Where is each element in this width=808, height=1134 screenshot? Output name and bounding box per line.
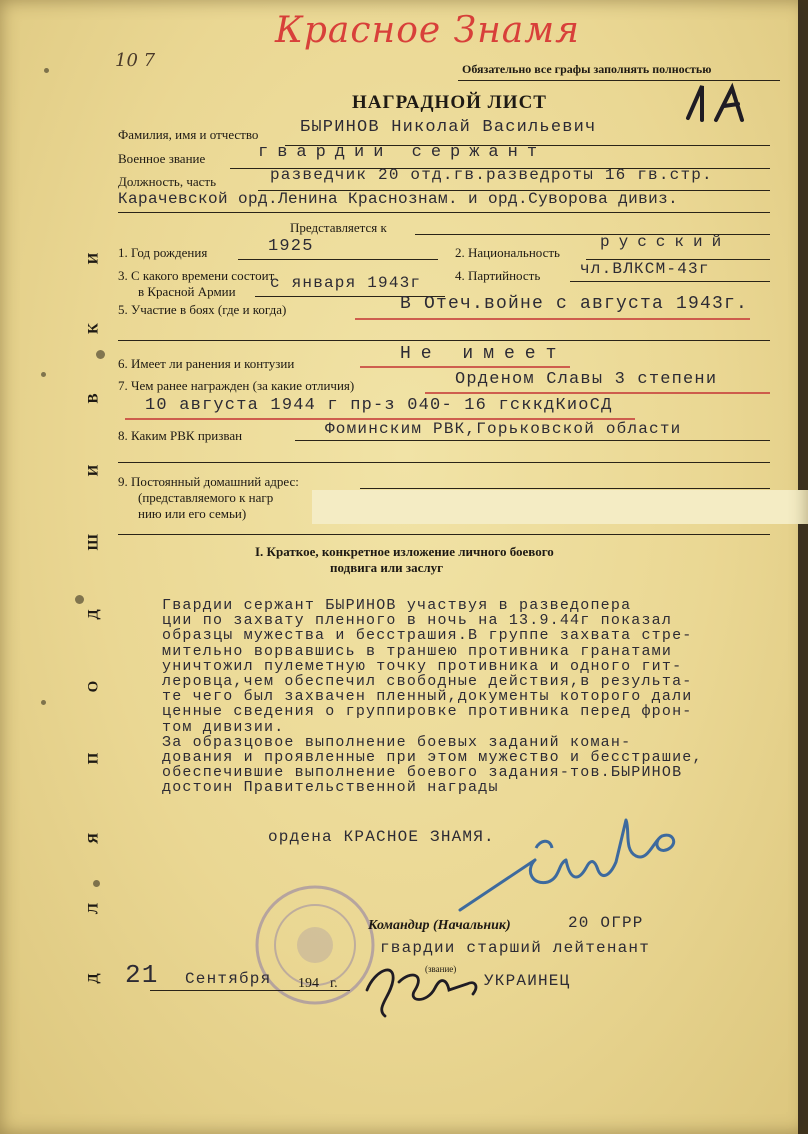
citation-body — [162, 598, 703, 796]
red-underline-wounds — [360, 366, 570, 368]
value-previous-award-2: 10 августа 1944 г пр-з 040- 16 гсккдКиоСД — [145, 396, 613, 415]
citation-line: мительно ворвавшись в траншею противника гранатами — [162, 642, 673, 660]
section-title-line-1: I. Краткое, конкретное изложение личного боевого — [255, 544, 554, 559]
label-full-name: Фамилия, имя и отчество — [118, 127, 259, 142]
binding-letter: Я — [85, 833, 102, 844]
commander-signature — [355, 950, 495, 1030]
red-underline-battles — [355, 318, 750, 320]
label-home-address: 9. Постоянный домашний адрес: — [118, 474, 299, 489]
label-zvanie: (звание) — [425, 964, 457, 974]
citation-line: За образцовое выполнение боевых заданий коман- — [162, 733, 632, 751]
citation-line: дования и проявленные при этом мужество и бесстрашие, — [162, 749, 703, 767]
value-battles: В Отеч.войне с августа 1943г. — [400, 294, 749, 314]
value-year-of-birth: 1925 — [268, 237, 314, 256]
page-title: НАГРАДНОЙ ЛИСТ — [352, 92, 547, 113]
binding-letter: И — [85, 252, 102, 265]
label-red-army: в Красной Армии — [138, 284, 236, 299]
line-year-of-birth — [238, 259, 438, 260]
value-post-2: Карачевской орд.Ленина Краснознам. и орд.Суворова дивиз. — [118, 190, 679, 208]
redacted-address-area — [312, 490, 808, 524]
binding-letter: В — [85, 393, 102, 404]
commander-name: УКРАИНЕЦ — [484, 972, 571, 990]
label-party: 4. Партийность — [455, 268, 541, 283]
label-presented-to: Представляется к — [290, 220, 387, 235]
commander-label: Командир (Начальник) — [368, 918, 511, 933]
label-battles: 5. Участие в боях (где и когда) — [118, 302, 287, 317]
binding-letter: Д — [85, 609, 102, 620]
date-suffix: г. — [330, 976, 338, 991]
label-rvk: 8. Каким РВК призван — [118, 428, 243, 443]
section-title-line-2: подвига или заслуг — [330, 560, 444, 575]
binding-letter: К — [85, 323, 102, 334]
line-home-address-2 — [118, 534, 770, 535]
punch-hole — [75, 595, 84, 604]
page-edge-shadow — [798, 0, 808, 1134]
value-post-1: разведчик 20 отд.гв.разведроты 16 гв.стр. — [270, 166, 713, 184]
commander-rank: гвардии старший лейтенант — [380, 939, 651, 957]
handwritten-award-name: Красное Знамя — [275, 10, 580, 51]
punch-hole — [41, 372, 46, 377]
date-month: Сентября — [185, 970, 272, 988]
line-date — [150, 990, 350, 991]
binding-margin-label — [84, 250, 104, 1010]
punch-hole — [44, 68, 49, 73]
label-year-of-birth: 1. Год рождения — [118, 245, 208, 260]
line-home-address — [360, 488, 770, 489]
label-home-address-2: (представляемого к нагр — [138, 490, 274, 505]
value-full-name: БЫРИНОВ Николай Васильевич — [300, 118, 597, 137]
binding-letter: Л — [85, 902, 102, 915]
line-rvk — [295, 440, 770, 441]
handwritten-sheet-number: 10 7 — [115, 50, 156, 71]
date-day: 21 — [125, 960, 159, 990]
citation-line: образцы мужества и бесстрашия.В группе захвата стре- — [162, 627, 693, 645]
value-rank: гвардии сержант — [258, 143, 547, 162]
binding-letter: П — [85, 752, 102, 765]
value-party: чл.ВЛКСМ-43г — [580, 260, 710, 278]
label-service-since: 3. С какого времени состоит — [118, 268, 275, 283]
citation-line: обеспечившие выполнение боевого задания-тов.БЫРИНОВ — [162, 764, 683, 782]
label-post: Должность, часть — [118, 174, 217, 189]
line-post-2 — [118, 212, 770, 213]
blue-ink-signature — [440, 790, 700, 920]
binding-letter: Д — [85, 973, 102, 984]
label-nationality: 2. Национальность — [455, 245, 560, 260]
handwritten-number-mark — [680, 80, 760, 130]
value-previous-award-1: Орденом Славы 3 степени — [455, 370, 718, 389]
date-year: 194 — [298, 976, 319, 991]
value-rvk: Фоминским РВК,Горьковской области — [325, 420, 682, 438]
line-battles-2 — [118, 340, 770, 341]
label-rank: Военное звание — [118, 151, 206, 166]
citation-line: достоин Правительственной награды — [162, 779, 499, 797]
binding-letter: Ш — [85, 534, 102, 551]
value-nationality: русский — [600, 233, 731, 251]
binding-letter: О — [85, 680, 102, 693]
value-service-since: с января 1943г — [270, 274, 422, 292]
punch-hole — [41, 700, 46, 705]
commander-unit: 20 ОГРР — [568, 914, 644, 932]
citation-line: уничтожил пулеметную точку противника и одного гит- — [162, 657, 683, 675]
value-wounds: Не имеет — [400, 344, 567, 364]
label-previous-awards: 7. Чем ранее награжден (за какие отличия) — [118, 378, 355, 393]
label-home-address-3: нию или его семьи) — [138, 506, 247, 521]
citation-line: том дивизии. — [162, 718, 285, 736]
citation-line: те чего был захвачен пленный,документы которого дали — [162, 688, 693, 706]
citation-line: ции по захвату пленного в ночь на 13.9.44г показал — [162, 612, 673, 630]
line-rvk-2 — [118, 462, 770, 463]
notice-fill-all: Обязательно все графы заполнять полностью — [462, 62, 712, 76]
citation-line: леровца,чем обеспечил свободные действия,в результа- — [162, 673, 693, 691]
red-underline-previous-award — [425, 392, 770, 394]
citation-line: Гвардии сержант БЫРИНОВ участвуя в разведопера — [162, 597, 632, 614]
award-recommendation: ордена КРАСНОЕ ЗНАМЯ. — [268, 828, 495, 846]
label-wounds: 6. Имеет ли ранения и контузии — [118, 356, 295, 371]
line-party — [570, 281, 770, 282]
citation-line: ценные сведения о группировке противника перед фрон- — [162, 703, 693, 721]
binding-letter: И — [85, 464, 102, 477]
